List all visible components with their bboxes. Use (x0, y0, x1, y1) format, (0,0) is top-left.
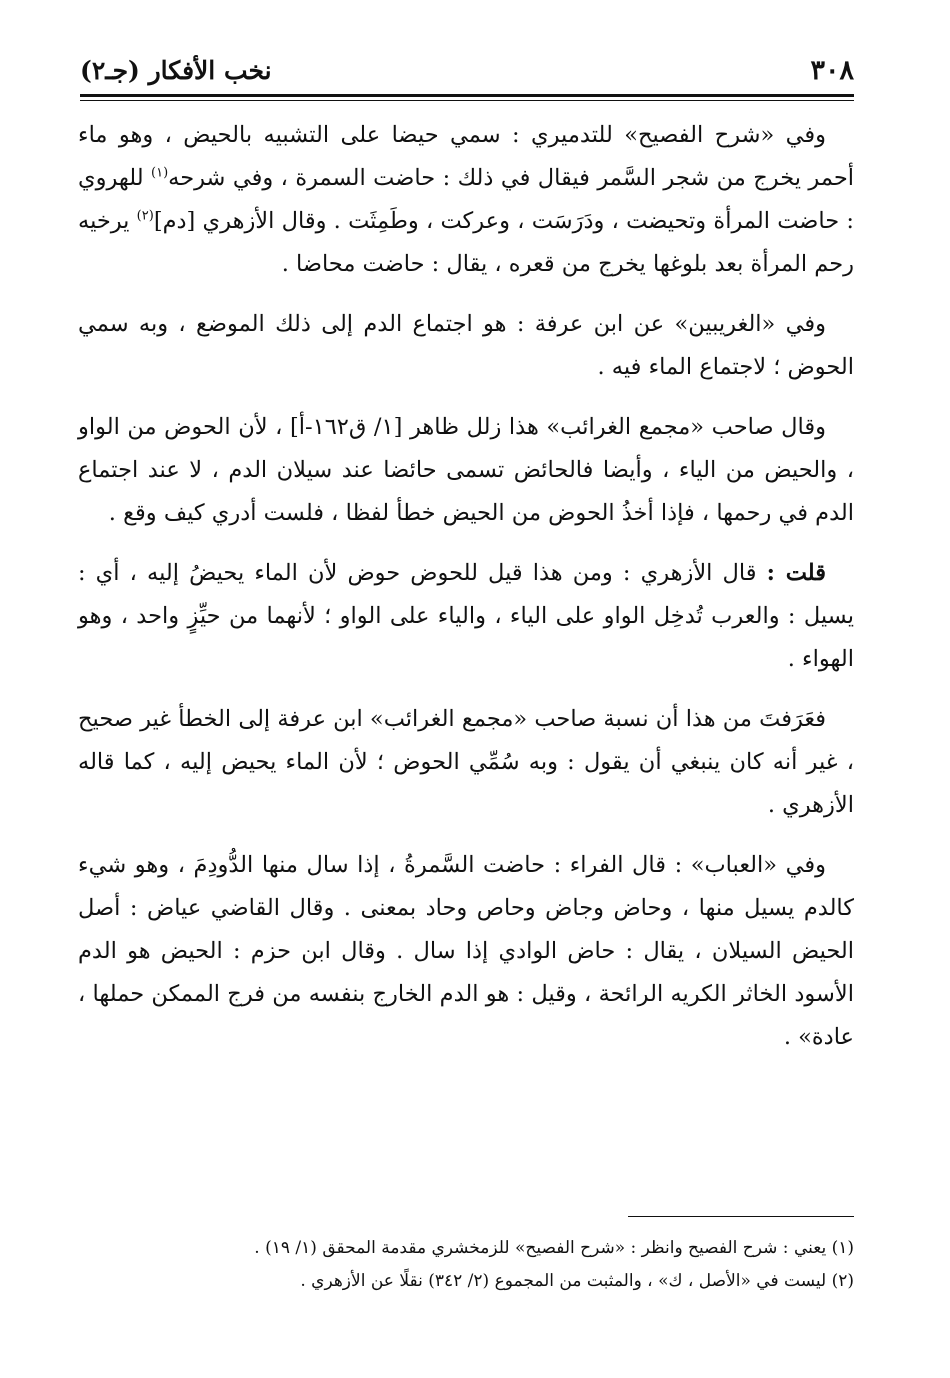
paragraph-text: يرخيه رحم المرأة بعد بلوغها يخرج من قعره ، يقال : حاضت محاضا . (78, 208, 854, 277)
running-title: نخب الأفكار (جـ٢) (80, 55, 272, 85)
header-rule (80, 94, 854, 97)
paragraph-lead: قلت : (766, 560, 826, 586)
paragraph-text: وفي «العباب» : قال الفراء : حاضت السَّمرةُ ، إذا سال منها الدُّودِمَ ، وهو شيء كالدم يسيل منها ، وحاض وجاض وحاص وحاد بمعنى . وقال القاضي عياض : أصل الحيض السيلان ، يقال : حاض الوادي إذا سال . وقال ابن حزم : الحيض هو الدم الأسود الخاثر الكريه الرائحة ، وقيل : هو الدم الخارج بنفسه من فرج الممكن حملها ، عادة» . (78, 852, 854, 1050)
header-rule-thin (80, 100, 854, 101)
paragraph-text: قال الأزهري : ومن هذا قيل للحوض حوض لأن الماء يحيضُ إليه ، أي : يسيل : والعرب تُدخِل الواو على الياء ، والياء على الواو ؛ لأنهما من حيِّزٍ واحد ، وهو الهواء . (78, 560, 854, 672)
page-number: ٣٠٨ (810, 54, 854, 86)
footnote-ref-1[interactable]: (١) (151, 165, 169, 181)
footnote-2: (٢) ليست في «الأصل ، ك» ، والمثبت من المجموع (٢/ ٣٤٢) نقلًا عن الأزهري . (300, 1271, 854, 1291)
paragraph-2 (78, 303, 854, 389)
paragraph-text: وفي «شرح الفصيح» للتدميري : سمي حيضا على التشبيه بالحيض ، وهو ماء أحمر يخرج من شجر السَّمر فيقال في ذلك : حاضت السمرة ، وفي شرحه (78, 122, 854, 191)
paragraph-text: وفي «الغريبين» عن ابن عرفة : هو اجتماع الدم إلى ذلك الموضع ، وبه سمي الحوض ؛ لاجتماع الماء فيه . (78, 311, 854, 380)
footnote-ref-2[interactable]: (٢) (136, 208, 154, 224)
page-header (80, 48, 854, 92)
paragraph-text: وقال صاحب «مجمع الغرائب» هذا زلل ظاهر [١/ ق١٦٢-أ] ، لأن الحوض من الواو ، والحيض من الياء ، وأيضا فالحائض تسمى حائضا عند سيلان الدم ، لا عند اجتماع الدم في رحمها ، فإذا أخذُ الحوض من الحيض خطأ لفظا ، فلست أدري كيف وقع . (78, 414, 854, 526)
paragraph-3 (78, 406, 854, 535)
footnotes (78, 1232, 854, 1298)
paragraph-4 (78, 552, 854, 681)
main-text (78, 114, 854, 1076)
footnote-rule (628, 1216, 854, 1217)
paragraph-1 (78, 114, 854, 286)
paragraph-6 (78, 844, 854, 1059)
footnote-1: (١) يعني : شرح الفصيح وانظر : «شرح الفصيح» للزمخشري مقدمة المحقق (١/ ١٩) . (254, 1238, 854, 1258)
paragraph-text: للهروي : حاضت المرأة وتحيضت ، ودَرَسَت ، وعركت ، وطَمِثَت . وقال الأزهري [دم] (78, 165, 854, 234)
paragraph-text: فعَرَفتَ من هذا أن نسبة صاحب «مجمع الغرائب» ابن عرفة إلى الخطأ غير صحيح ، غير أنه كان ينبغي أن يقول : وبه سُمِّي الحوض ؛ لأن الماء يحيض إليه ، كما قاله الأزهري . (78, 706, 854, 818)
paragraph-5 (78, 698, 854, 827)
